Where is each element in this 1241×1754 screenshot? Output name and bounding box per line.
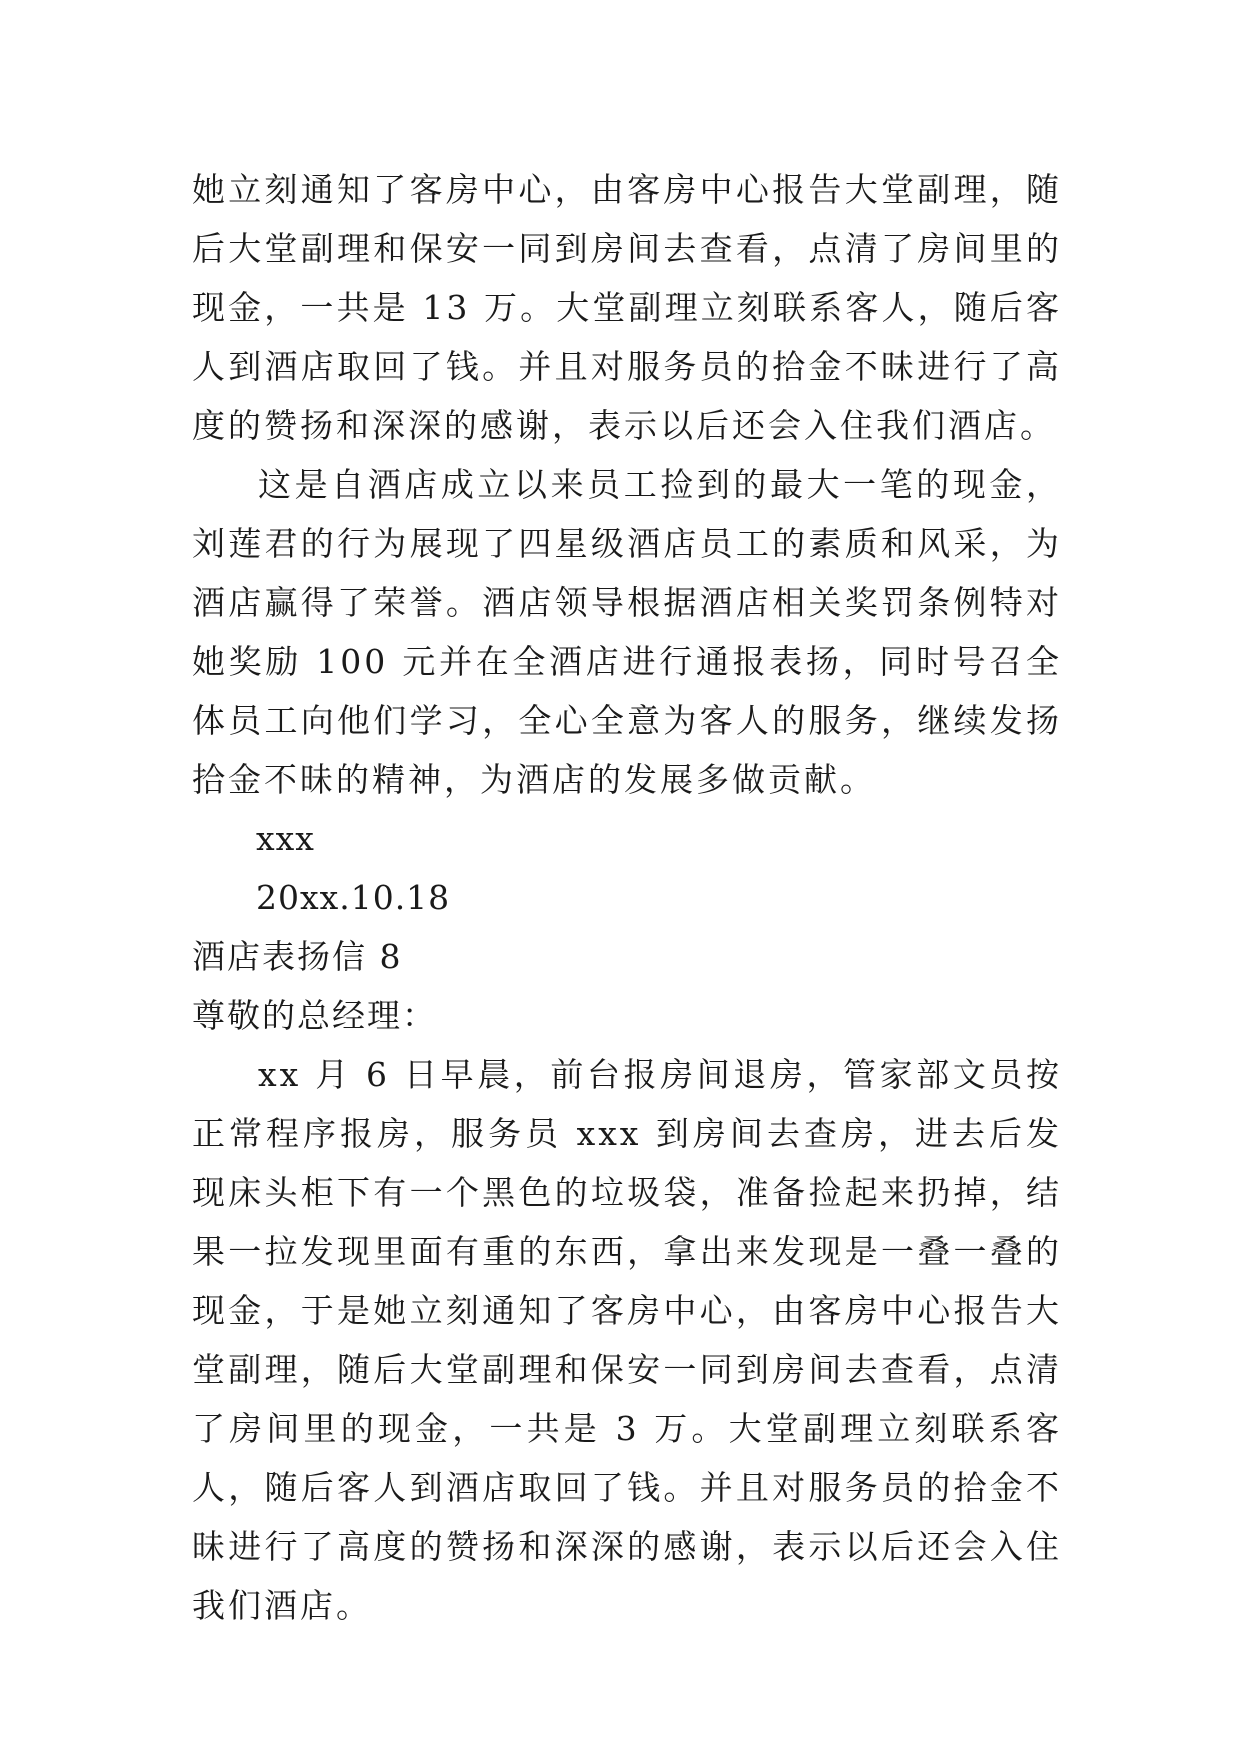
- letter-date: 20xx.10.18: [256, 878, 451, 917]
- document-page: [192, 160, 1062, 1635]
- salutation: 尊敬的总经理：: [192, 996, 437, 1035]
- paragraph-body: xx 月 6 日早晨，前台报房间退房，管家部文员按正常程序报房，服务员 xxx 到房间去查房，进去后发现床头柜下有一个黑色的垃圾袋，准备捡起来扔掉，结果一拉发现里面有重的东西，拿出来发现是一叠一叠的现金，于是她立刻通知了客房中心，由客房中心报告大堂副理，随后大堂副理和保安一同到房间去查看，点清了房间里的现金，一共是 3 万。大堂副理立刻联系客人，随后客人到酒店取回了钱。并且对服务员的拾金不昧进行了高度的赞扬和深深的感谢，表示以后还会入住我们酒店。: [192, 1055, 1062, 1625]
- paragraph-continuation: 她立刻通知了客房中心，由客房中心报告大堂副理，随后大堂副理和保安一同到房间去查看，点清了房间里的现金，一共是 13 万。大堂副理立刻联系客人，随后客人到酒店取回了钱。并且对服务员的拾金不昧进行了高度的赞扬和深深的感谢，表示以后还会入住我们酒店。: [192, 170, 1062, 445]
- paragraph-praise: 这是自酒店成立以来员工捡到的最大一笔的现金，刘莲君的行为展现了四星级酒店员工的素质和风采，为酒店赢得了荣誉。酒店领导根据酒店相关奖罚条例特对她奖励 100 元并在全酒店进行通报表扬，同时号召全体员工向他们学习，全心全意为客人的服务，继续发扬拾金不昧的精神，为酒店的发展多做贡献。: [192, 465, 1062, 799]
- signature: xxx: [256, 819, 315, 858]
- letter-title: 酒店表扬信 8: [192, 937, 403, 976]
